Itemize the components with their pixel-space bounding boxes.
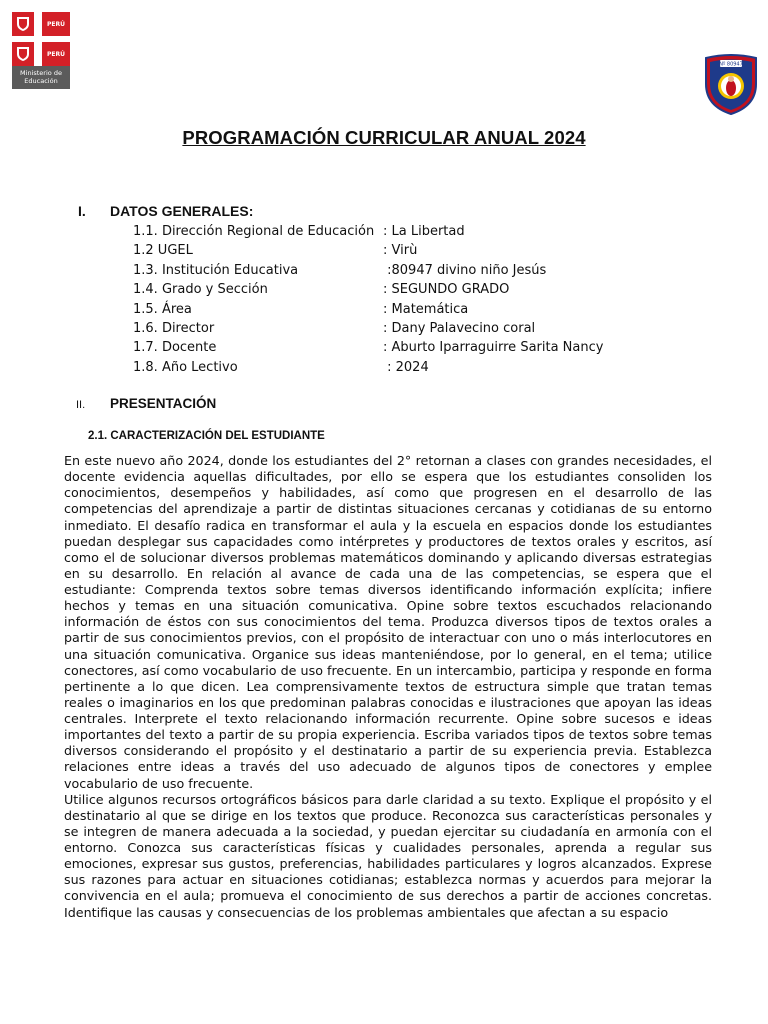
subsection-heading: 2.1. CARACTERIZACIÓN DEL ESTUDIANTE — [88, 430, 325, 442]
general-data-row: 1.4. Grado y Sección : SEGUNDO GRADO — [133, 282, 510, 298]
general-data-row: 1.3. Institución Educativa :80947 divino niño Jesús — [133, 262, 547, 278]
peru-flag-row-1 — [12, 12, 70, 36]
general-data-row: 1.8. Año Lectivo : 2024 — [133, 359, 429, 375]
ministry-name: Ministerio de Educación — [12, 66, 70, 89]
seal-label: Nº 80947 — [719, 61, 743, 68]
peru-flag-row-2 — [12, 42, 70, 66]
page-title: PROGRAMACIÓN CURRICULAR ANUAL 2024 — [182, 127, 586, 148]
general-data-row: 1.7. Docente : Aburto Iparraguirre Sarita Nancy — [133, 340, 604, 356]
school-seal-icon — [702, 54, 760, 116]
student-characterization-text — [64, 453, 712, 921]
general-data-row: 1.1. Dirección Regional de Educación : La Libertad — [133, 224, 465, 239]
paragraph: En este nuevo año 2024, donde los estudiantes del 2° retornan a clases con grandes necesidades, el docente evidencia aquellas dificultades, por ello se espera que los estudiantes consoliden los conocimientos, desempeños y habilidades, así como que progresen en el desarrollo de las competencias del aprendizaje a partir de distintas situaciones cercanas y cotidianas de su entorno inmediato. El desafío radica en transformar el aula y la escuela en espacios donde los estudiantes puedan desplegar sus capacidades como intérpretes y productores de textos orales y escritos, así como el de solucionar diversos problemas matemáticos dominando y aplicando diversas estrategias en su desarrollo. En relación al avance de cada una de las competencias, se espera que el estudiante: Comprenda textos sobre temas diversos identificando información explícita; infiere hechos y temas en una situación comunicativa. Opine sobre textos escuchados relacionando información de éstos con sus conocimientos del tema. Produzca diversos tipos de textos orales a partir de sus conocimientos previos, con el propósito de interactuar con uno o más interlocutores en una situación comunicativa. Organice sus ideas manteniéndose, por lo general, en el tema; utilice conectores, así como vocabulario de uso frecuente. En un intercambio, participa y responde en forma pertinente a lo que dicen. Lea comprensivamente textos de estructura simple que tratan temas reales o imaginarios en los que predominan palabras conocidas e ilustraciones que apoyan las ideas centrales. Interprete el texto relacionando información recurrente. Opine sobre sucesos e ideas importantes del texto a partir de su propia experiencia. Escriba variados tipos de textos sobre temas diversos considerando el propósito y el destinatario a partir de su experiencia previa. Establezca relaciones entre ideas a través del uso adecuado de algunos tipos de conectores y emplee vocabulario de uso frecuente. — [64, 453, 712, 791]
peru-crest-icon — [12, 12, 34, 36]
general-data-row: 1.2 UGEL : Virù — [133, 243, 418, 259]
section-2-heading: II. PRESENTACIÓN — [76, 396, 217, 411]
peru-label: PERÚ — [42, 12, 70, 36]
general-data-list — [133, 222, 603, 377]
peru-crest-icon-2 — [12, 42, 34, 66]
peru-label-2: PERÚ — [42, 42, 70, 66]
general-data-row: 1.6. Director : Dany Palavecino coral — [133, 321, 536, 337]
paragraph: Utilice algunos recursos ortográficos básicos para darle claridad a su texto. Explique el propósito y el destinatario al que se dirige en los textos que produce. Reconozca sus características personales y se integren de manera adecuada a la sociedad, y puedan ejercitar su ciudadanía en armonía con el entorno. Conozca sus características físicas y cualidades personales, aprenda a regular sus emociones, expresar sus gustos, preferencias, habilidades particulares y logros alcanzados. Exprese sus razones para actuar en situaciones cotidianas; establezca normas y acuerdos para mejorar la convivencia en el aula; promueva el conocimiento de sus derechos a partir de acciones concretas. Identifique las causas y consecuencias de los problemas ambientales que afectan a su espacio — [64, 791, 712, 920]
general-data-row: 1.5. Área : Matemática — [133, 301, 469, 317]
section-1-heading: I. DATOS GENERALES: — [78, 203, 254, 219]
ministry-logo — [12, 12, 70, 89]
